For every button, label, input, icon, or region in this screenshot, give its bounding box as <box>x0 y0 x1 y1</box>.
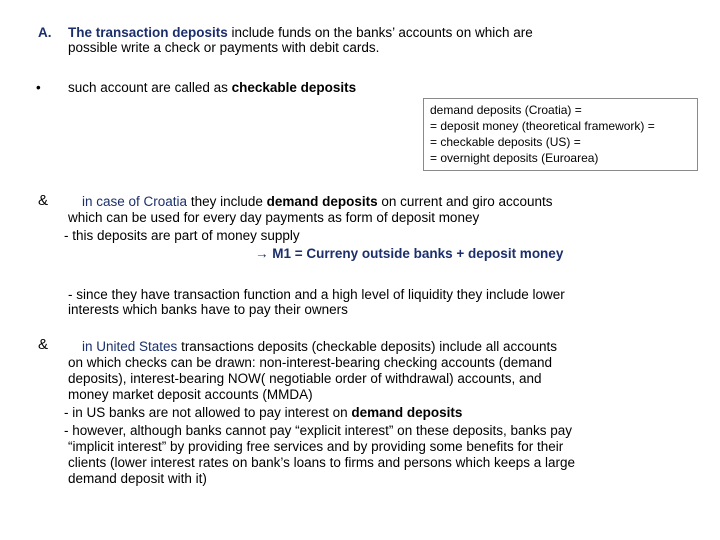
section-a-lead: The transaction deposits <box>68 25 228 40</box>
us-line1 <box>82 339 557 355</box>
us-line4: money market deposit accounts (MMDA) <box>68 387 313 402</box>
croatia-line5: - since they have transaction function and a high level of liquidity they include lower <box>68 287 565 302</box>
us-line6: - however, although banks cannot pay “explicit interest” on these deposits, banks pay <box>64 423 573 438</box>
synonym-line: = overnight deposits (Euroarea) <box>430 151 599 165</box>
section-a-line2: possible write a check or payments with debit cards. <box>68 40 380 55</box>
us-line8: clients (lower interest rates on bank’s loans to firms and persons which keeps a large <box>68 455 576 470</box>
croatia-line1 <box>82 194 553 210</box>
section-a-marker: A. <box>38 25 52 40</box>
us-line9: demand deposit with it) <box>68 471 207 486</box>
us-line5-plain: - in US banks are not allowed to pay interest on <box>64 405 352 420</box>
synonym-line: = deposit money (theoretical framework) = <box>430 119 655 133</box>
croatia-line3: - this deposits are part of money supply <box>64 228 300 243</box>
us-line2: on which checks can be drawn: non-interest-bearing checking accounts (demand <box>68 355 553 370</box>
synonym-line: demand deposits (Croatia) = <box>430 103 582 117</box>
section-a-rest: include funds on the banks’ accounts on which are <box>227 25 533 40</box>
us-line3: deposits), interest-bearing NOW( negotiable order of withdrawal) accounts, and <box>68 371 542 386</box>
bullet1-text <box>68 80 356 96</box>
croatia-lead: in case of Croatia <box>82 194 188 209</box>
us-text1: transactions deposits (checkable deposits) include all accounts <box>177 339 558 354</box>
croatia-line6: interests which banks have to pay their owners <box>68 302 348 317</box>
synonym-box <box>423 98 698 171</box>
us-lead: in United States <box>82 339 178 354</box>
m1-formula: → M1 = Curreny outside banks + deposit money <box>255 246 564 261</box>
us-line7: “implicit interest” by providing free services and by providing some benefits for their <box>68 439 564 454</box>
croatia-text2: on current and giro accounts <box>377 194 553 209</box>
croatia-line2: which can be used for every day payments as form of deposit money <box>68 210 480 225</box>
bullet1-bold: checkable deposits <box>231 80 357 95</box>
bullet-icon: • <box>36 80 41 95</box>
us-line5-bold: demand deposits <box>351 405 463 420</box>
synonym-line: = checkable deposits (US) = <box>430 135 581 149</box>
croatia-bold: demand deposits <box>266 194 378 209</box>
bullet1-plain: such account are called as <box>68 80 232 95</box>
us-line5 <box>64 405 462 421</box>
section-a-line1 <box>68 25 533 41</box>
ampersand-bullet-icon: & <box>38 336 49 353</box>
ampersand-bullet-icon: & <box>38 192 49 209</box>
croatia-text1: they include <box>187 194 267 209</box>
